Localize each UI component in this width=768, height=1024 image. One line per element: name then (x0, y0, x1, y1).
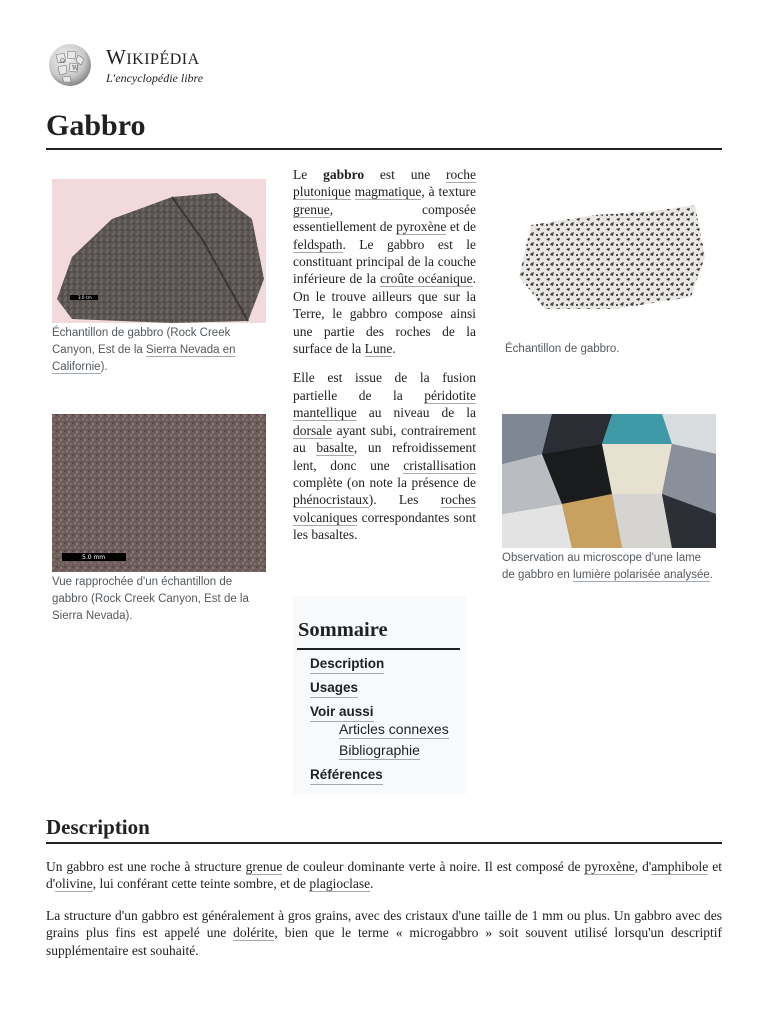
lead-paragraph-1: Le gabbro est une roche plutonique magmatique, à texture grenue, composée essentiellement de pyroxène et de feldspath. Le gabbro est le constituant principal de la couche inférieure de la croûte océanique. On le trouve ailleurs que sur la Terre, le gabbro compose ainsi une partie des roches de la surface de la Lune. (293, 167, 477, 357)
closeup-image[interactable] (52, 414, 266, 572)
link-dolerite[interactable]: dolérite (233, 925, 275, 941)
gabbro-sample-image[interactable] (505, 197, 717, 319)
link-dorsale[interactable]: dorsale (293, 422, 332, 438)
link-olivine[interactable]: olivine (55, 876, 93, 892)
link-grenue-2[interactable]: grenue (245, 859, 283, 874)
caption-rock-sample: Échantillon de gabbro (Rock Creek Canyon, Est de la Sierra Nevada en Californie). (52, 327, 236, 373)
wikipedia-globe-logo[interactable] (46, 43, 94, 87)
link-croute-oceanique[interactable]: croûte océanique (380, 271, 473, 287)
link-magmatique[interactable]: magmatique (354, 184, 422, 200)
figure-closeup (52, 414, 266, 625)
link-plagioclase[interactable]: plagioclase (309, 876, 371, 892)
toc-item-voir-aussi[interactable]: Voir aussi (310, 703, 374, 722)
description-paragraph-2: La structure d'un gabbro est généralement à gros grains, avec des cristaux d'une taille de 1 mm ou plus. Un gabbro avec des grains plus fins est appelé une dolérite, bien que le terme « microgabbro » soit souvent utilisé lorsqu'un descriptif supplémentaire est souhaité. (46, 908, 722, 958)
figure-microscope (502, 414, 716, 584)
toc-item-description[interactable]: Description (310, 655, 384, 674)
description-rule (46, 842, 722, 844)
page-title: Gabbro (46, 109, 146, 142)
toc-title: Sommaire (298, 619, 388, 641)
lead-section (293, 166, 476, 556)
description-paragraph-1: Un gabbro est une roche à structure grenue de couleur dominante verte à noire. Il est composé de pyroxène, d'amphibole et d'olivine, lui conférant cette teinte sombre, et de plagioclase. (46, 859, 722, 892)
microscope-image[interactable] (502, 414, 716, 548)
link-roches-volcaniques[interactable]: roches volcaniques (293, 492, 476, 525)
link-grenue[interactable]: grenue (293, 201, 330, 217)
scale-bar-label: 5.0 mm (82, 554, 106, 561)
caption-gabbro-sample: Échantillon de gabbro. (505, 343, 620, 355)
figure-gabbro-sample (505, 197, 717, 358)
link-basalte[interactable]: basalte (316, 440, 354, 456)
link-pyroxene[interactable]: pyroxène (396, 219, 447, 235)
section-heading-description: Description (46, 815, 150, 839)
link-amphibole[interactable]: amphibole (651, 859, 709, 874)
link-cristallisation[interactable]: cristallisation (403, 457, 476, 473)
link-lumiere-polarisee[interactable]: lumière polarisée analysée (572, 569, 710, 581)
caption-microscope: Observation au microscope d'une lame de gabbro en lumière polarisée analysée. (502, 552, 713, 581)
link-pyroxene-2[interactable]: pyroxène (584, 859, 635, 874)
toc-item-bibliographie[interactable]: Bibliographie (339, 742, 420, 758)
lead-paragraph-2: Elle est issue de la fusion partielle de la péridotite mantellique au niveau de la dorsale ayant subi, contrairement au basalte, un refroidissement lent, donc une cristallisation complète (on note la présence de phénocristaux). Les roches volcaniques correspondantes sont les basaltes. (293, 370, 476, 543)
toc-rule (297, 648, 460, 650)
scale-bar-label: 3.0 cm (78, 295, 92, 300)
link-lune[interactable]: Lune (364, 341, 393, 357)
wordmark: WIKIPÉDIA (106, 45, 200, 69)
link-roche-plutonique[interactable]: roche plutonique (293, 167, 476, 200)
svg-text:W: W (72, 65, 79, 72)
figure-rock-sample (52, 179, 266, 376)
toc-item-articles-connexes[interactable]: Articles connexes (339, 721, 449, 737)
brand[interactable] (106, 46, 203, 85)
caption-closeup: Vue rapprochée d'un échantillon de gabbro (Rock Creek Canyon, Est de la Sierra Nevada). (52, 576, 249, 622)
toc-item-usages[interactable]: Usages (310, 679, 358, 698)
link-peridotite[interactable]: péridotite mantellique (293, 387, 476, 421)
rock-sample-image[interactable] (52, 179, 266, 323)
table-of-contents (293, 596, 466, 794)
tagline: L'encyclopédie libre (106, 71, 204, 85)
link-sierra-nevada[interactable]: Sierra Nevada en Californie (52, 344, 236, 373)
title-rule (46, 148, 722, 150)
toc-item-references[interactable]: Références (310, 766, 383, 785)
svg-text:Ω: Ω (60, 58, 65, 65)
link-feldspath[interactable]: feldspath (293, 236, 343, 252)
link-phenocristaux[interactable]: phénocristaux (293, 492, 369, 508)
